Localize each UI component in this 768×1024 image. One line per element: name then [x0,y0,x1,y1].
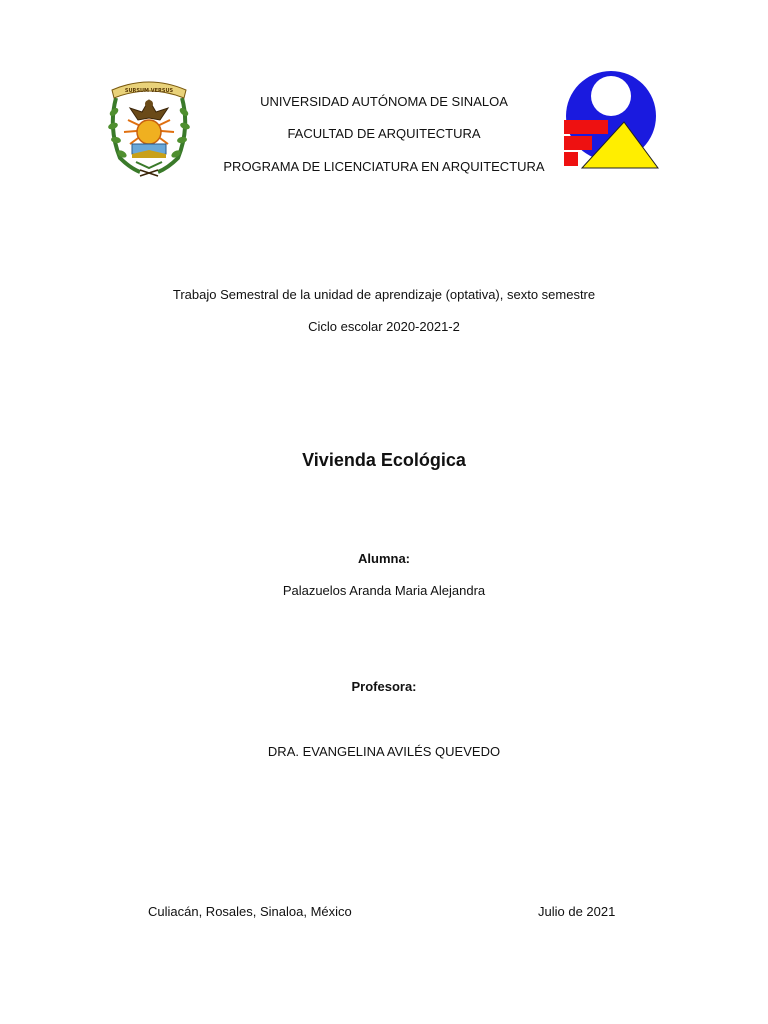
footer-date: Julio de 2021 [538,904,616,919]
university-name: UNIVERSIDAD AUTÓNOMA DE SINALOA [260,94,508,109]
architecture-faculty-logo-icon [562,70,660,170]
student-label: Alumna: [358,551,410,566]
faculty-name: FACULTAD DE ARQUITECTURA [287,126,481,141]
footer-location: Culiacán, Rosales, Sinaloa, México [148,904,352,919]
crest-banner-text: SURSUM VERSUS [124,88,174,94]
professor-name: DRA. EVANGELINA AVILÉS QUEVEDO [267,744,501,759]
document-title: Vivienda Ecológica [302,450,466,470]
professor-label: Profesora: [351,679,417,694]
school-cycle: Ciclo escolar 2020-2021-2 [308,319,460,334]
program-name: PROGRAMA DE LICENCIATURA EN ARQUITECTURA [223,159,545,174]
work-description: Trabajo Semestral de la unidad de aprendizaje (optativa), sexto semestre [172,287,596,302]
student-name: Palazuelos Aranda Maria Alejandra [282,583,486,598]
